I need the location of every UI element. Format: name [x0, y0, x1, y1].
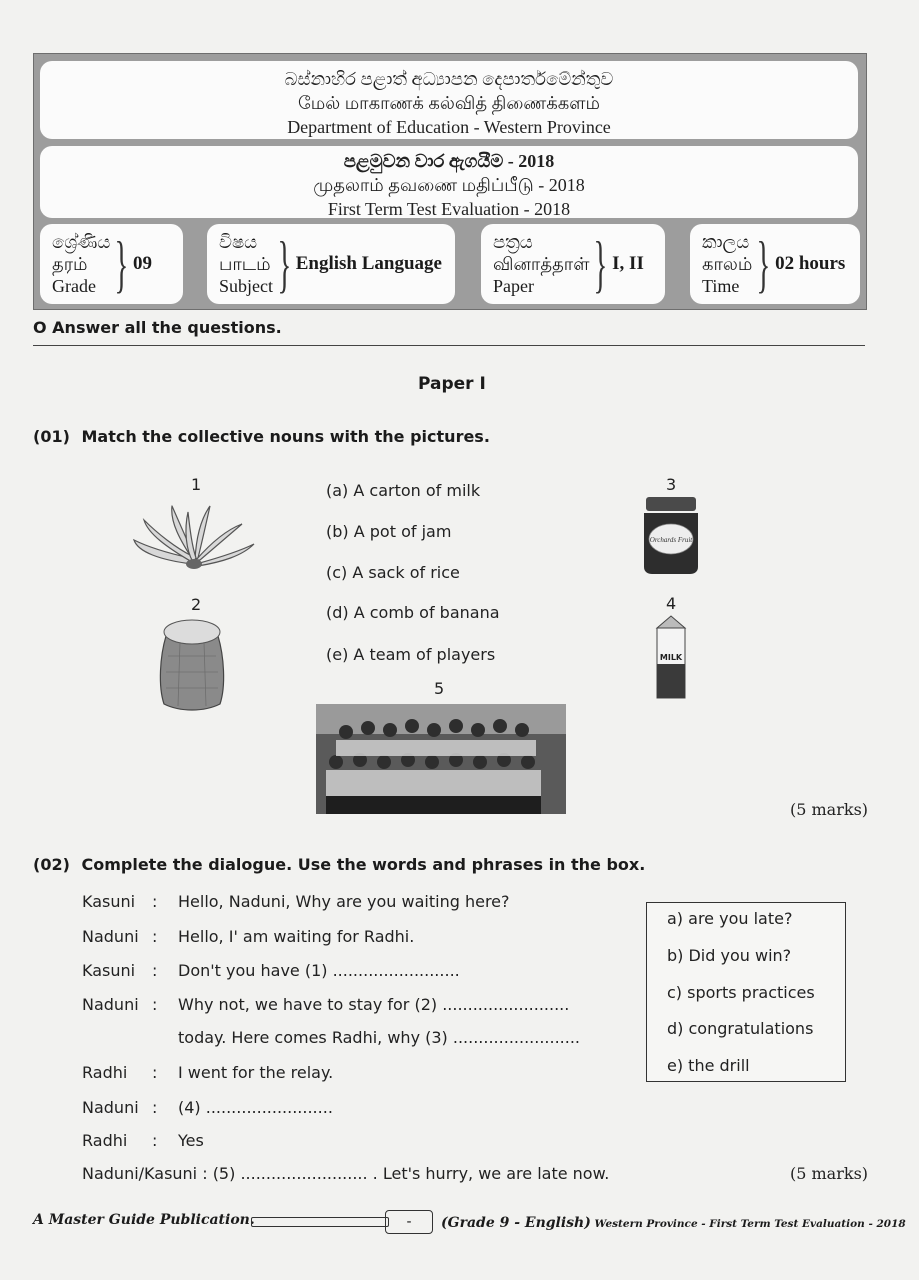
subject-label-en: Subject — [219, 276, 273, 296]
dialogue-line: Radhi : Yes — [82, 1131, 204, 1150]
word-box-item-c: c) sports practices — [667, 983, 815, 1002]
grade-label-si: ශ්‍රේණිය — [52, 232, 111, 252]
dialogue-line: Naduni : Hello, I' am waiting for Radhi. — [82, 927, 415, 946]
term-sinhala: පළමුවන වාර ඇගයීම - 2018 — [343, 151, 555, 171]
speaker: Kasuni — [82, 892, 136, 911]
team-photo-picture — [316, 704, 566, 814]
department-box — [40, 61, 858, 139]
dialogue-line — [82, 1028, 580, 1047]
time-label-en: Time — [702, 276, 740, 296]
line: (4) ......................... — [178, 1098, 333, 1117]
q2-number: (02) — [33, 855, 70, 874]
paper-value: I, II — [612, 253, 644, 274]
speaker: Naduni — [82, 1098, 139, 1117]
term-english: First Term Test Evaluation - 2018 — [327, 199, 571, 219]
line: Hello, Naduni, Why are you waiting here? — [178, 892, 510, 911]
dialogue-line: Naduni : (4) ......................... — [82, 1098, 333, 1117]
paper-title: Paper I — [418, 374, 486, 394]
rice-sack-picture — [156, 616, 228, 712]
q1-marks: (5 marks) — [790, 800, 869, 819]
word-box — [646, 902, 846, 1082]
paper-label-si: පත්‍රය — [493, 232, 533, 252]
dept-sinhala: බස්නාහිර පළාත් අධ්‍යාපන දෙපාර්තමේන්තුව — [284, 69, 614, 89]
line: Don't you have (1) ......................... — [178, 961, 460, 980]
dialogue-line: Radhi : I went for the relay. — [82, 1063, 334, 1082]
grade-label-en: Grade — [52, 276, 96, 296]
paper-label-ta: வினாத்தாள் — [493, 254, 590, 274]
q1-option-a: (a) A carton of milk — [326, 481, 481, 500]
line: Hello, I' am waiting for Radhi. — [178, 927, 415, 946]
q2-marks: (5 marks) — [790, 1164, 869, 1183]
q2-text: Complete the dialogue. Use the words and phrases in the box. — [81, 855, 646, 874]
dialogue-last-line: Naduni/Kasuni : (5) ......................... . Let's hurry, we are late now. — [82, 1164, 610, 1183]
brace-icon: } — [114, 228, 129, 299]
instruction: O Answer all the questions. — [33, 318, 282, 337]
picture-number-5: 5 — [434, 679, 445, 698]
speaker: Radhi — [82, 1131, 128, 1150]
dialogue-line: Kasuni : Hello, Naduni, Why are you waiting here? — [82, 892, 510, 911]
subject-box — [207, 224, 455, 304]
picture-number-3: 3 — [666, 475, 677, 494]
subject-label-ta: பாடம் — [219, 254, 271, 274]
paper-label-en: Paper — [493, 276, 534, 296]
picture-number-2: 2 — [191, 595, 202, 614]
speaker: Naduni — [82, 927, 139, 946]
footer-page-number: - — [385, 1210, 433, 1234]
speaker: Radhi — [82, 1063, 128, 1082]
paper-box — [481, 224, 665, 304]
dept-english: Department of Education - Western Province — [287, 117, 611, 137]
footer-bar — [251, 1217, 389, 1227]
brace-icon: } — [593, 228, 608, 299]
grade-label-ta: தரம் — [52, 254, 88, 274]
time-label-ta: காலம் — [702, 254, 753, 274]
time-label-si: කාලය — [702, 232, 750, 252]
carton-label: MILK — [659, 653, 683, 662]
grade-value: 09 — [133, 253, 153, 274]
banana-comb-picture — [130, 500, 260, 574]
speaker: Naduni — [82, 995, 139, 1014]
q1-option-d: (d) A comb of banana — [326, 603, 500, 622]
grade-box — [40, 224, 183, 304]
picture-number-1: 1 — [191, 475, 202, 494]
dept-tamil: மேல் மாகாணக் கல்வித் திணைக்களம் — [297, 93, 601, 113]
line: I went for the relay. — [178, 1063, 334, 1082]
subject-label-si: විෂය — [219, 232, 258, 252]
q1-option-c: (c) A sack of rice — [326, 563, 460, 582]
word-box-item-e: e) the drill — [667, 1056, 750, 1075]
jar-label: Orchards Fruit — [649, 536, 693, 544]
brace-icon: } — [756, 228, 771, 299]
time-value: 02 hours — [775, 253, 846, 274]
line: Why not, we have to stay for (2) ......................... — [178, 995, 570, 1014]
footer-grade: (Grade 9 - English) — [441, 1215, 591, 1231]
q1-text: Match the collective nouns with the pictures. — [81, 427, 490, 446]
q1-number: (01) — [33, 427, 70, 446]
word-box-item-d: d) congratulations — [667, 1019, 814, 1038]
q1-option-e: (e) A team of players — [326, 645, 496, 664]
line: today. Here comes Radhi, why (3) ......................... — [178, 1028, 581, 1047]
header-frame — [33, 53, 867, 310]
term-box — [40, 146, 858, 218]
speaker: Kasuni — [82, 961, 136, 980]
picture-number-4: 4 — [666, 594, 677, 613]
q1-option-b: (b) A pot of jam — [326, 522, 452, 541]
jam-jar-picture — [640, 495, 702, 575]
word-box-item-a: a) are you late? — [667, 909, 793, 928]
footer — [33, 1210, 906, 1236]
divider — [33, 345, 865, 346]
term-tamil: முதலாம் தவணை மதிப்பீடு - 2018 — [313, 175, 585, 195]
subject-value: English Language — [295, 253, 442, 274]
time-box — [690, 224, 860, 304]
footer-info: Western Province - First Term Test Evaluation - 2018 — [590, 1218, 906, 1230]
line: Yes — [178, 1131, 204, 1150]
brace-icon: } — [277, 228, 292, 299]
dialogue-line: Kasuni : Don't you have (1) ......................... — [82, 961, 460, 980]
footer-publisher: A Master Guide Publication. — [33, 1212, 255, 1228]
word-box-item-b: b) Did you win? — [667, 946, 792, 965]
dialogue-line: Naduni : Why not, we have to stay for (2) ......................... — [82, 995, 570, 1014]
milk-carton-picture — [651, 614, 691, 700]
